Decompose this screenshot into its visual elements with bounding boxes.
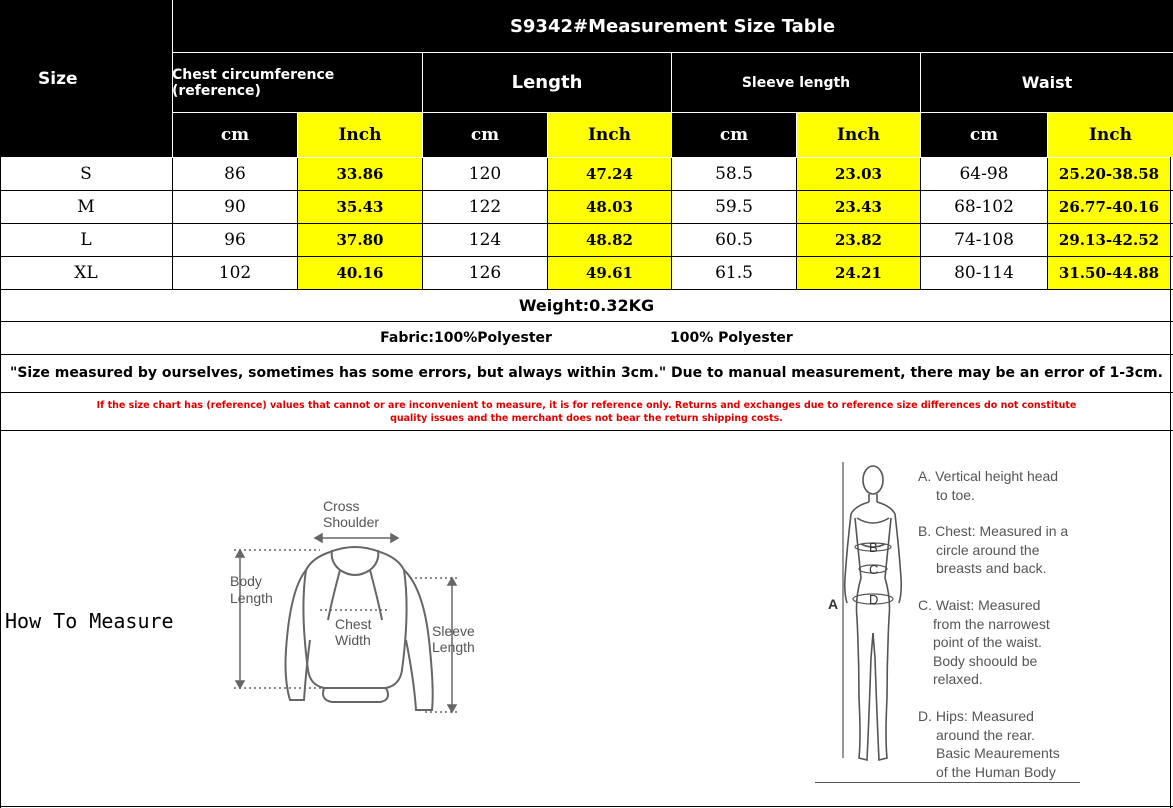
- group-length-header: Length: [511, 72, 583, 93]
- table-title: S9342#Measurement Size Table: [509, 15, 836, 37]
- cell-chest-in: 33.86: [298, 158, 422, 190]
- cell-waist-cm: 80-114: [954, 263, 1014, 283]
- table-border: [0, 157, 1, 808]
- cell-sleeve-cm: 61.5: [715, 263, 753, 283]
- fabric-row: [0, 322, 1173, 354]
- row-divider: [0, 430, 1173, 431]
- fabric-label: Fabric:100%Polyester: [380, 330, 552, 346]
- cell-chest-in: 35.43: [298, 191, 422, 223]
- desc-line: from the narrowest: [933, 615, 1050, 632]
- header-divider: [547, 113, 548, 157]
- disclaimer-line: quality issues and the merchant does not bear the return shipping costs.: [390, 412, 783, 424]
- body-length-label: Body: [230, 573, 262, 589]
- cell-waist-in: 25.20-38.58: [1048, 158, 1170, 190]
- cell-sleeve-in: 23.82: [797, 224, 920, 256]
- cell-size: L: [80, 230, 92, 250]
- cell-chest-in: 40.16: [298, 257, 422, 289]
- cell-length-in: 47.24: [548, 158, 671, 190]
- table-border: [1170, 157, 1171, 808]
- desc-line: of the Human Body: [936, 763, 1056, 780]
- column-divider: [422, 158, 423, 290]
- cell-waist-in: 31.50-44.88: [1048, 257, 1170, 289]
- desc-line: D. Hips: Measured: [918, 708, 1034, 724]
- human-figure-icon: [845, 466, 902, 760]
- unit-inch-header: Inch: [1048, 113, 1173, 157]
- group-waist-header: Waist: [1021, 73, 1073, 92]
- cell-waist-cm: 68-102: [954, 197, 1014, 217]
- label-b: B: [869, 540, 878, 555]
- cell-length-in: 48.03: [548, 191, 671, 223]
- label-d: D: [869, 592, 879, 607]
- cell-length-cm: 120: [468, 164, 502, 184]
- desc-b: [918, 522, 1068, 578]
- cell-waist-in: 26.77-40.16: [1048, 191, 1170, 223]
- unit-inch-header: Inch: [797, 113, 920, 157]
- header-divider: [297, 113, 298, 157]
- cell-sleeve-in: 23.43: [797, 191, 920, 223]
- cross-shoulder-label: Cross: [323, 498, 360, 514]
- sleeve-length-label: Length: [432, 639, 475, 655]
- label-a: A: [828, 596, 839, 612]
- desc-line: A. Vertical height head: [918, 468, 1059, 484]
- cell-chest-cm: 86: [224, 164, 246, 184]
- column-divider: [796, 158, 797, 290]
- cell-size: M: [77, 197, 95, 217]
- cross-shoulder-label: Shoulder: [323, 514, 380, 530]
- garment-diagram: [220, 490, 500, 730]
- cell-size: S: [80, 164, 92, 184]
- fabric-value: 100% Polyester: [669, 330, 793, 346]
- column-divider: [547, 158, 548, 290]
- cell-length-cm: 122: [468, 197, 502, 217]
- column-divider: [297, 158, 298, 290]
- desc-line: around the rear.: [936, 726, 1035, 743]
- desc-line: to toe.: [936, 486, 975, 503]
- desc-line: B. Chest: Measured in a: [918, 523, 1069, 539]
- unit-inch-header: Inch: [548, 113, 671, 157]
- disclaimer: [0, 393, 1173, 430]
- desc-line: breasts and back.: [936, 560, 1047, 576]
- cell-chest-cm: 102: [218, 263, 252, 283]
- unit-cm-header: cm: [921, 113, 1047, 157]
- table-border: [0, 806, 1173, 807]
- sleeve-length-label: Sleeve: [432, 623, 475, 639]
- cell-length-cm: 126: [468, 263, 502, 283]
- unit-cm-header: cm: [672, 113, 796, 157]
- unit-cm-header: cm: [173, 113, 297, 157]
- group-sleeve-header: Sleeve length: [741, 74, 851, 91]
- cell-sleeve-in: 23.03: [797, 158, 920, 190]
- weight-row: Weight:0.32KG: [518, 295, 655, 315]
- cell-chest-cm: 96: [224, 230, 246, 250]
- cell-waist-cm: 74-108: [954, 230, 1014, 250]
- chest-width-label: Chest: [335, 616, 372, 632]
- cell-sleeve-cm: 59.5: [715, 197, 753, 217]
- size-column-header: Size: [38, 68, 78, 89]
- desc-line: Body shoould be: [933, 652, 1038, 669]
- column-divider: [1047, 158, 1048, 290]
- header-divider: [796, 113, 797, 157]
- diagram-baseline: [815, 782, 1080, 783]
- cell-length-cm: 124: [468, 230, 502, 250]
- desc-d: [918, 707, 1060, 781]
- cell-sleeve-cm: 58.5: [715, 164, 753, 184]
- column-divider: [920, 158, 921, 290]
- disclaimer-line: If the size chart has (reference) values that cannot or are inconvenient to measure, it is for reference only. Returns and exchanges due to reference size differences do not constitute: [96, 399, 1077, 411]
- unit-cm-header: cm: [423, 113, 547, 157]
- desc-line: relaxed.: [933, 671, 983, 687]
- cell-waist-cm: 64-98: [959, 164, 1009, 184]
- desc-line: Basic Meaurements: [936, 745, 1060, 761]
- measure-note: "Size measured by ourselves, sometimes has some errors, but always within 3cm." Due to manual measurement, there may be an error of 1-3cm.: [10, 365, 1163, 381]
- cell-sleeve-cm: 60.5: [715, 230, 753, 250]
- chest-width-label: Width: [335, 632, 371, 648]
- column-divider: [671, 158, 672, 290]
- group-chest-header: Chest circumference (reference): [172, 66, 335, 99]
- column-divider: [172, 158, 173, 290]
- cell-length-in: 48.82: [548, 224, 671, 256]
- cell-waist-in: 29.13-42.52: [1048, 224, 1170, 256]
- desc-c: [918, 596, 1050, 689]
- body-length-label: Length: [230, 590, 273, 606]
- human-body-diagram: [815, 458, 915, 786]
- how-to-measure-label: How To Measure: [5, 609, 174, 633]
- cell-sleeve-in: 24.21: [797, 257, 920, 289]
- desc-line: circle around the: [936, 541, 1040, 558]
- cell-chest-in: 37.80: [298, 224, 422, 256]
- unit-inch-header: Inch: [298, 113, 422, 157]
- cell-length-in: 49.61: [548, 257, 671, 289]
- header-divider: [1047, 113, 1048, 157]
- label-c: C: [869, 562, 879, 577]
- cell-size: XL: [74, 263, 98, 283]
- measure-lines: [843, 462, 893, 758]
- desc-line: C. Waist: Measured: [918, 597, 1041, 613]
- desc-a: [918, 467, 1058, 504]
- desc-line: point of the waist.: [933, 634, 1042, 650]
- cell-chest-cm: 90: [224, 197, 246, 217]
